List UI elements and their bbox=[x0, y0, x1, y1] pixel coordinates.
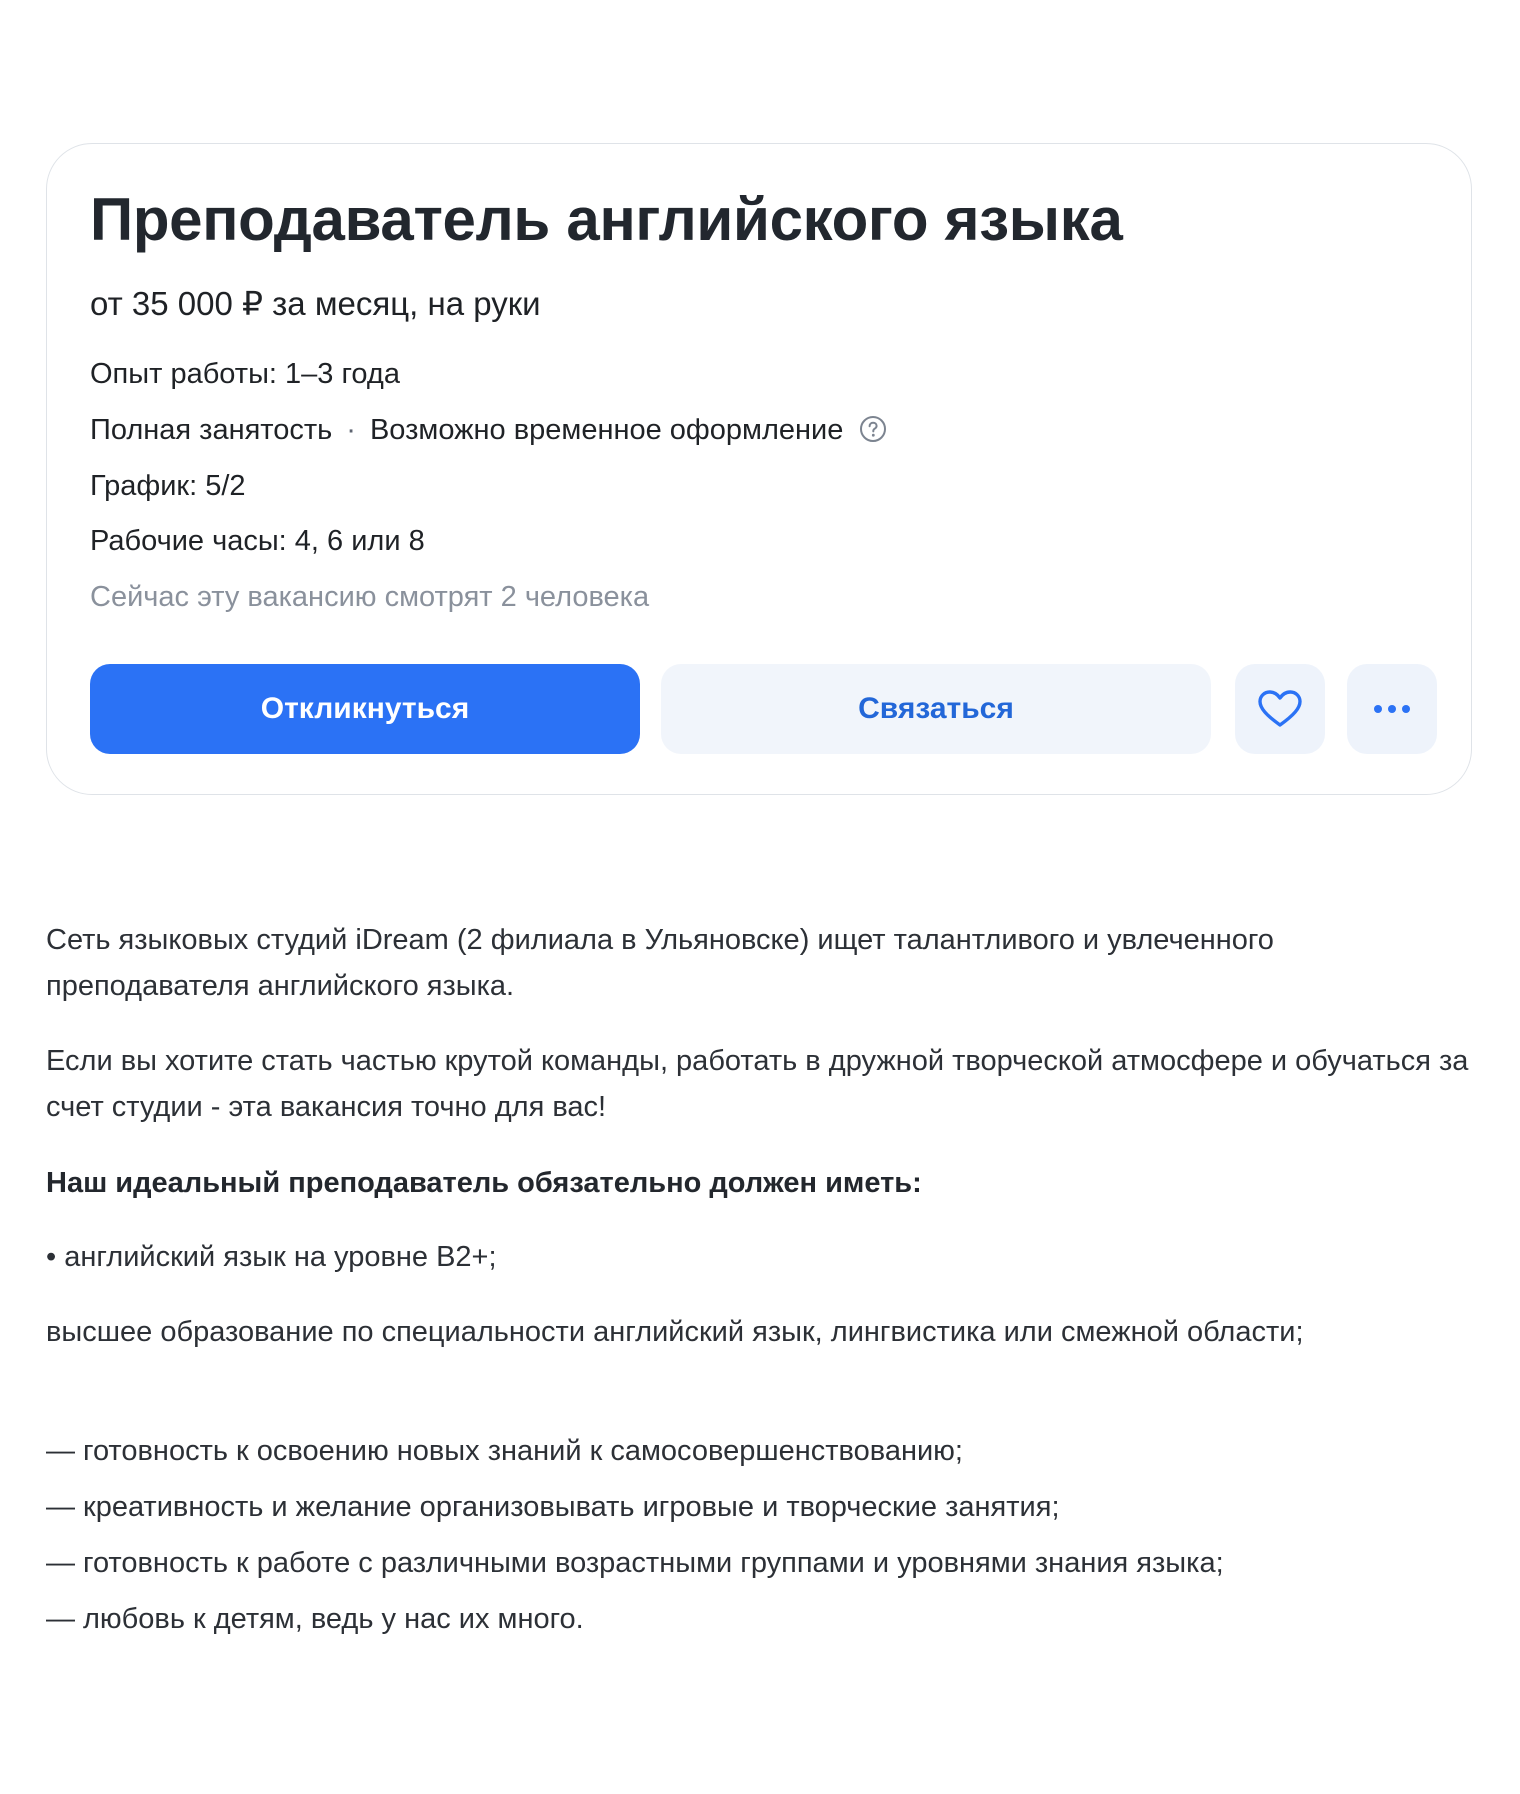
more-button[interactable] bbox=[1347, 664, 1437, 754]
vacancy-title: Преподаватель английского языка bbox=[90, 186, 1123, 253]
list-item-text: любовь к детям, ведь у нас их много. bbox=[83, 1603, 584, 1635]
requirement-bullet: • английский язык на уровне B2+; bbox=[46, 1241, 497, 1273]
contact-button[interactable]: Связаться bbox=[661, 664, 1211, 754]
viewers-count: Сейчас эту вакансию смотрят 2 человека bbox=[90, 581, 650, 613]
dash-marker: — bbox=[46, 1491, 75, 1523]
dash-marker: — bbox=[46, 1603, 75, 1635]
heart-icon bbox=[1257, 689, 1303, 729]
requirements-heading: Наш идеальный преподаватель обязательно должен иметь: bbox=[46, 1167, 922, 1199]
list-item bbox=[46, 1545, 1224, 1601]
employment-line bbox=[90, 412, 887, 448]
question-circle-icon[interactable] bbox=[859, 415, 887, 443]
list-item-text: креативность и желание организовывать игровые и творческие занятия; bbox=[83, 1491, 1060, 1523]
salary: от 35 000 ₽ за месяц, на руки bbox=[90, 285, 541, 322]
vacancy-card bbox=[46, 143, 1472, 795]
working-hours: Рабочие часы: 4, 6 или 8 bbox=[90, 525, 425, 557]
employment-extra: Возможно временное оформление bbox=[369, 414, 844, 446]
employment-separator: · bbox=[346, 414, 356, 446]
description-invite: Если вы хотите стать частью крутой команды, работать в дружной творческой атмосфере и обучаться за счет студии - эта вакансия точно для вас! bbox=[46, 1045, 1469, 1123]
apply-button[interactable]: Откликнуться bbox=[90, 664, 640, 754]
dash-marker: — bbox=[46, 1435, 75, 1467]
favorite-button[interactable] bbox=[1235, 664, 1325, 754]
employment-type: Полная занятость bbox=[90, 414, 333, 446]
list-item bbox=[46, 1489, 1224, 1545]
list-item bbox=[46, 1433, 1224, 1489]
list-item-text: готовность к освоению новых знаний к самосовершенствованию; bbox=[83, 1435, 963, 1467]
list-item-text: готовность к работе с различными возрастными группами и уровнями знания языка; bbox=[83, 1547, 1224, 1579]
requirements-list bbox=[46, 1433, 1224, 1657]
more-dots-icon bbox=[1372, 704, 1412, 714]
schedule: График: 5/2 bbox=[90, 470, 246, 502]
experience: Опыт работы: 1–3 года bbox=[90, 358, 400, 390]
list-item bbox=[46, 1601, 1224, 1657]
description-intro: Сеть языковых студий iDream (2 филиала в Ульяновске) ищет талантливого и увлеченного преподавателя английского языка. bbox=[46, 924, 1274, 1002]
dash-marker: — bbox=[46, 1547, 75, 1579]
requirement-education: высшее образование по специальности английский язык, лингвистика или смежной области; bbox=[46, 1316, 1304, 1348]
